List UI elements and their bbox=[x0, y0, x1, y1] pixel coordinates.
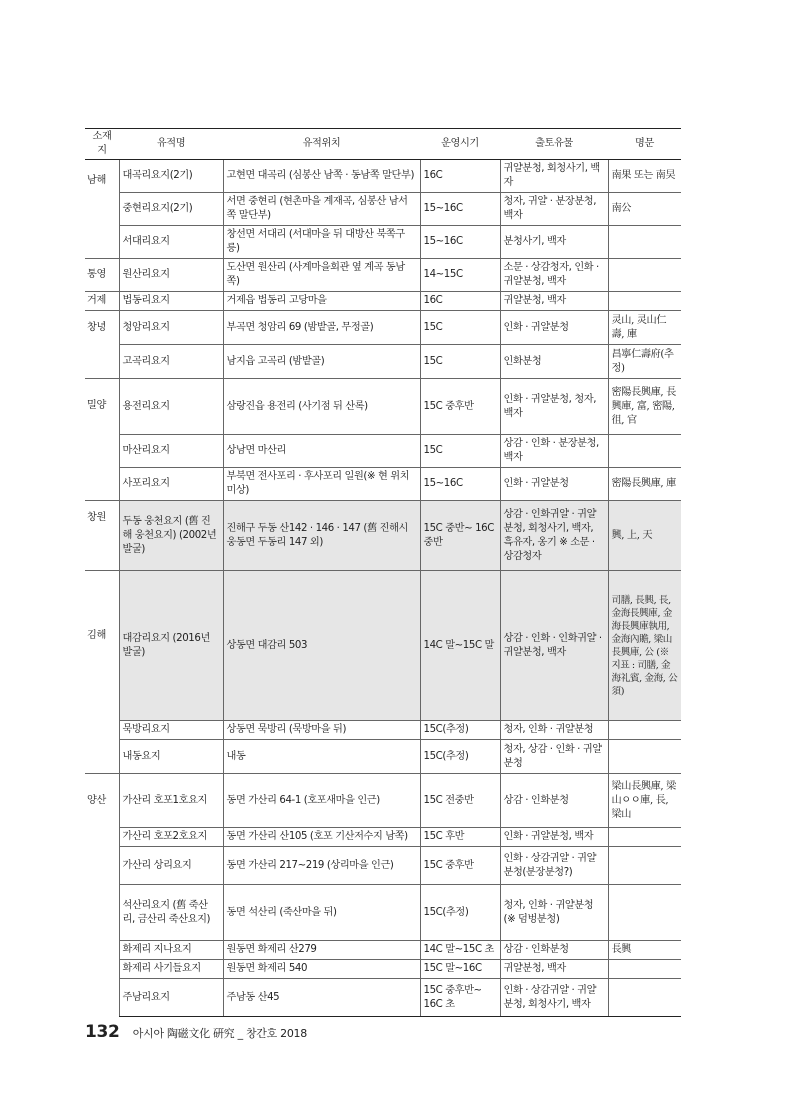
site-finds: 청자, 상감 · 인화 · 귀얄분청 bbox=[500, 740, 608, 774]
kiln-sites-table bbox=[85, 128, 681, 1017]
site-inscription: 長興 bbox=[608, 941, 681, 960]
site-inscription bbox=[608, 435, 681, 468]
site-name: 가산리 상리요지 bbox=[119, 847, 223, 885]
table-row bbox=[85, 311, 681, 345]
page-number: 132 bbox=[85, 1022, 120, 1042]
site-inscription bbox=[608, 292, 681, 311]
site-location: 삼랑진읍 용전리 (사기점 뒤 산록) bbox=[223, 379, 420, 435]
site-name: 화제리 지나요지 bbox=[119, 941, 223, 960]
site-inscription: 密陽長興庫, 長興庫, 富, 密陽, 徂, 官 bbox=[608, 379, 681, 435]
site-name: 마산리요지 bbox=[119, 435, 223, 468]
site-finds: 귀얄분청, 백자 bbox=[500, 292, 608, 311]
site-location: 동면 석산리 (죽산마을 뒤) bbox=[223, 885, 420, 941]
site-name: 중현리요지(2기) bbox=[119, 193, 223, 226]
header-site-name: 유적명 bbox=[119, 129, 223, 160]
site-location: 원동면 화제리 540 bbox=[223, 960, 420, 979]
site-inscription bbox=[608, 885, 681, 941]
table-row bbox=[85, 468, 681, 501]
region-cell: 김해 bbox=[85, 571, 119, 774]
site-finds: 인화 · 상감귀얄 · 귀얄분청(분장분청?) bbox=[500, 847, 608, 885]
table-row bbox=[85, 740, 681, 774]
site-period: 14C 말~15C 초 bbox=[420, 941, 500, 960]
region-cell: 통영 bbox=[85, 259, 119, 292]
page-footer bbox=[85, 1022, 307, 1042]
site-name: 고곡리요지 bbox=[119, 345, 223, 379]
site-location: 동면 가산리 217~219 (상리마을 인근) bbox=[223, 847, 420, 885]
table-row bbox=[85, 721, 681, 740]
site-inscription bbox=[608, 740, 681, 774]
header-region: 소재지 bbox=[85, 129, 119, 160]
table-row bbox=[85, 847, 681, 885]
region-cell: 거제 bbox=[85, 292, 119, 311]
site-finds: 인화분청 bbox=[500, 345, 608, 379]
table-row bbox=[85, 941, 681, 960]
site-period: 15C 전중반 bbox=[420, 774, 500, 828]
header-location: 유적위치 bbox=[223, 129, 420, 160]
region-cell: 남해 bbox=[85, 160, 119, 259]
site-inscription: 司膳, 長興, 長, 金海長興庫, 金海長興庫執用, 金海內贍, 梁山長興庫, 公 (※ 지표 : 司膳, 金海礼賓, 金海, 公須) bbox=[608, 571, 681, 721]
site-inscription bbox=[608, 226, 681, 259]
site-finds: 청자, 귀얄 · 분장분청, 백자 bbox=[500, 193, 608, 226]
site-name: 가산리 호포2호요지 bbox=[119, 828, 223, 847]
site-finds: 인화 · 귀얄분청, 백자 bbox=[500, 828, 608, 847]
site-period: 15C bbox=[420, 345, 500, 379]
table-row bbox=[85, 960, 681, 979]
site-name: 법동리요지 bbox=[119, 292, 223, 311]
site-location: 거제읍 법동리 고당마을 bbox=[223, 292, 420, 311]
table-row bbox=[85, 292, 681, 311]
site-finds: 상감 · 인화분청 bbox=[500, 941, 608, 960]
site-period: 15C 중후반 bbox=[420, 847, 500, 885]
site-period: 15C bbox=[420, 311, 500, 345]
header-period: 운영시기 bbox=[420, 129, 500, 160]
site-location: 부곡면 청암리 69 (밤밭골, 무정골) bbox=[223, 311, 420, 345]
site-location: 상동면 묵방리 (묵방마을 뒤) bbox=[223, 721, 420, 740]
table-row bbox=[85, 226, 681, 259]
region-cell: 밀양 bbox=[85, 379, 119, 501]
site-finds: 청자, 인화 · 귀얄분청 (※ 덤벙분청) bbox=[500, 885, 608, 941]
header-inscription: 명문 bbox=[608, 129, 681, 160]
site-name: 가산리 호포1호요지 bbox=[119, 774, 223, 828]
site-period: 15C bbox=[420, 435, 500, 468]
site-finds: 귀얄분청, 백자 bbox=[500, 960, 608, 979]
site-finds: 소문 · 상감청자, 인화 · 귀얄분청, 백자 bbox=[500, 259, 608, 292]
site-location: 서면 중현리 (현촌마을 계재곡, 심봉산 남서쪽 말단부) bbox=[223, 193, 420, 226]
site-inscription: 南公 bbox=[608, 193, 681, 226]
site-period: 14~15C bbox=[420, 259, 500, 292]
site-inscription bbox=[608, 259, 681, 292]
site-location: 창선면 서대리 (서대마을 뒤 대방산 북쪽구릉) bbox=[223, 226, 420, 259]
site-period: 15C 중반~ 16C 중반 bbox=[420, 501, 500, 571]
site-finds: 인화 · 귀얄분청 bbox=[500, 311, 608, 345]
site-location: 부북면 전사포리 · 후사포리 일원(※ 현 위치 미상) bbox=[223, 468, 420, 501]
site-period: 15C 말~16C bbox=[420, 960, 500, 979]
table-row bbox=[85, 828, 681, 847]
site-location: 주남동 산45 bbox=[223, 979, 420, 1017]
site-period: 16C bbox=[420, 292, 500, 311]
site-location: 동면 가산리 산105 (호포 기산저수지 남쪽) bbox=[223, 828, 420, 847]
table-row bbox=[85, 379, 681, 435]
site-inscription: 密陽長興庫, 庫 bbox=[608, 468, 681, 501]
site-name: 원산리요지 bbox=[119, 259, 223, 292]
site-name: 대곡리요지(2기) bbox=[119, 160, 223, 193]
site-name: 서대리요지 bbox=[119, 226, 223, 259]
site-name: 두동 웅천요지 (舊 진해 웅천요지) (2002년 발굴) bbox=[119, 501, 223, 571]
site-period: 15C 중후반 bbox=[420, 379, 500, 435]
site-name: 청암리요지 bbox=[119, 311, 223, 345]
site-period: 15C 중후반~ 16C 초 bbox=[420, 979, 500, 1017]
site-inscription bbox=[608, 847, 681, 885]
site-name: 내동요지 bbox=[119, 740, 223, 774]
site-location: 동면 가산리 64-1 (호포새마을 인근) bbox=[223, 774, 420, 828]
site-inscription bbox=[608, 721, 681, 740]
site-location: 진해구 두동 산142 · 146 · 147 (舊 진해시 웅동면 두동리 147 외) bbox=[223, 501, 420, 571]
site-finds: 분청사기, 백자 bbox=[500, 226, 608, 259]
site-period: 15C(추정) bbox=[420, 885, 500, 941]
site-period: 15C(추정) bbox=[420, 721, 500, 740]
region-cell: 창녕 bbox=[85, 311, 119, 379]
site-finds: 귀얄분청, 회청사기, 백자 bbox=[500, 160, 608, 193]
site-period: 14C 말~15C 말 bbox=[420, 571, 500, 721]
table-row bbox=[85, 259, 681, 292]
site-finds: 인화 · 귀얄분청, 청자, 백자 bbox=[500, 379, 608, 435]
table-row bbox=[85, 885, 681, 941]
site-period: 15~16C bbox=[420, 468, 500, 501]
site-name: 사포리요지 bbox=[119, 468, 223, 501]
table-row bbox=[85, 345, 681, 379]
site-inscription: 南果 또는 南旲 bbox=[608, 160, 681, 193]
region-cell: 창원 bbox=[85, 501, 119, 571]
region-cell: 양산 bbox=[85, 774, 119, 1017]
table-row bbox=[85, 979, 681, 1017]
site-finds: 상감 · 인화귀얄 · 귀얄분청, 회청사기, 백자, 흑유자, 옹기 ※ 소문 · 상감청자 bbox=[500, 501, 608, 571]
site-name: 용전리요지 bbox=[119, 379, 223, 435]
journal-title: 아시아 陶磁文化 硏究 _ 창간호 2018 bbox=[132, 1027, 307, 1040]
site-name: 대감리요지 (2016년 발굴) bbox=[119, 571, 223, 721]
table-header-row bbox=[85, 129, 681, 160]
site-name: 화제리 사기들요지 bbox=[119, 960, 223, 979]
site-name: 묵방리요지 bbox=[119, 721, 223, 740]
table-row bbox=[85, 435, 681, 468]
site-period: 15~16C bbox=[420, 226, 500, 259]
table-row bbox=[85, 774, 681, 828]
site-period: 15~16C bbox=[420, 193, 500, 226]
table-row bbox=[85, 193, 681, 226]
table-row bbox=[85, 571, 681, 721]
table-row bbox=[85, 501, 681, 571]
site-name: 주남리요지 bbox=[119, 979, 223, 1017]
table-row bbox=[85, 160, 681, 193]
site-inscription bbox=[608, 960, 681, 979]
site-location: 상동면 대감리 503 bbox=[223, 571, 420, 721]
site-location: 원동면 화제리 산279 bbox=[223, 941, 420, 960]
site-finds: 인화 · 상감귀얄 · 귀얄분청, 회청사기, 백자 bbox=[500, 979, 608, 1017]
site-finds: 상감 · 인화분청 bbox=[500, 774, 608, 828]
site-inscription: 灵山, 灵山仁壽, 庫 bbox=[608, 311, 681, 345]
site-inscription bbox=[608, 828, 681, 847]
site-period: 15C(추정) bbox=[420, 740, 500, 774]
site-name: 석산리요지 (舊 죽산리, 금산리 죽산요지) bbox=[119, 885, 223, 941]
site-inscription: 昌寧仁壽府(추정) bbox=[608, 345, 681, 379]
site-inscription: 梁山長興庫, 梁山ㅇㅇ庫, 長, 梁山 bbox=[608, 774, 681, 828]
site-location: 도산면 원산리 (사계마을회관 옆 계곡 동남쪽) bbox=[223, 259, 420, 292]
site-location: 남지읍 고곡리 (밤밭골) bbox=[223, 345, 420, 379]
site-location: 고현면 대곡리 (심봉산 남쪽 · 동남쪽 말단부) bbox=[223, 160, 420, 193]
site-finds: 청자, 인화 · 귀얄분청 bbox=[500, 721, 608, 740]
site-finds: 인화 · 귀얄분청 bbox=[500, 468, 608, 501]
site-finds: 상감 · 인화 · 분장분청, 백자 bbox=[500, 435, 608, 468]
site-finds: 상감 · 인화 · 인화귀얄 · 귀얄분청, 백자 bbox=[500, 571, 608, 721]
header-finds: 출토유물 bbox=[500, 129, 608, 160]
site-inscription bbox=[608, 979, 681, 1017]
site-location: 상남면 마산리 bbox=[223, 435, 420, 468]
site-period: 16C bbox=[420, 160, 500, 193]
site-inscription: 興, 上, 天 bbox=[608, 501, 681, 571]
site-period: 15C 후반 bbox=[420, 828, 500, 847]
site-location: 내동 bbox=[223, 740, 420, 774]
